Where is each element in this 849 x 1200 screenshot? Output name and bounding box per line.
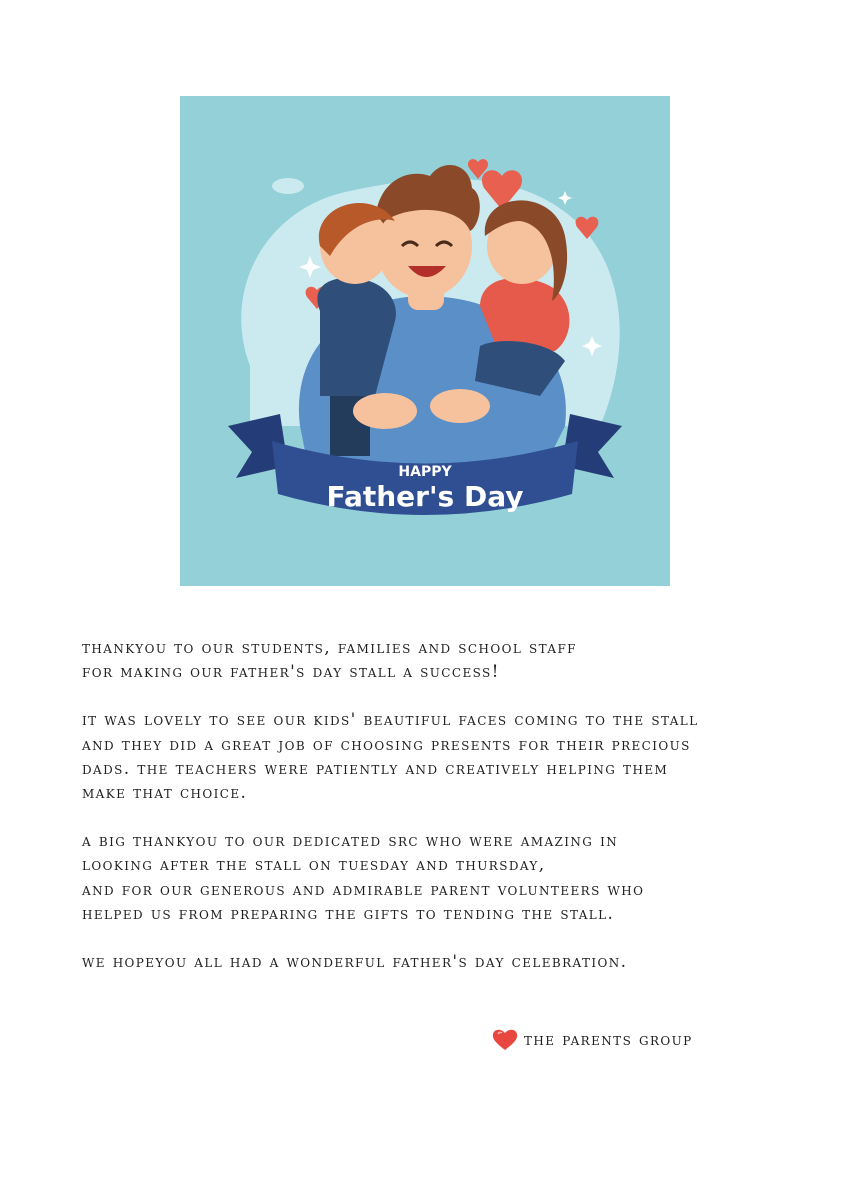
message-paragraph [82,636,782,684]
banner-main-text: Father's Day [326,480,524,513]
message-line: looking after the stall on tuesday and thursday, [82,855,546,876]
message-paragraph [82,829,782,926]
message-line: helped us from preparing the gifts to tending the stall. [82,903,615,924]
thank-you-message [82,636,782,998]
fathers-day-illustration [180,96,670,586]
signature [492,1026,693,1054]
message-line: and they did a great job of choosing presents for their precious [82,734,691,755]
message-line: thankyou to our students, families and school staff [82,638,577,658]
message-line: dads. the teachers were patiently and creatively helping them [82,758,669,779]
message-line: we hopeyou all had a wonderful father's day celebration. [82,952,628,973]
heart-icon [492,1028,518,1052]
message-paragraph [82,708,782,805]
message-line: it was lovely to see our kids' beautiful faces coming to the stall [82,710,699,731]
message-line: for making our father's day stall a success! [82,662,500,683]
message-paragraph [82,950,782,974]
message-line: a big thankyou to our dedicated src who were amazing in [82,831,619,852]
banner-top-text: HAPPY [398,464,452,480]
message-line: make that choice. [82,783,248,804]
signature-text: the parents group [524,1030,693,1050]
message-line: and for our generous and admirable parent volunteers who [82,879,645,900]
